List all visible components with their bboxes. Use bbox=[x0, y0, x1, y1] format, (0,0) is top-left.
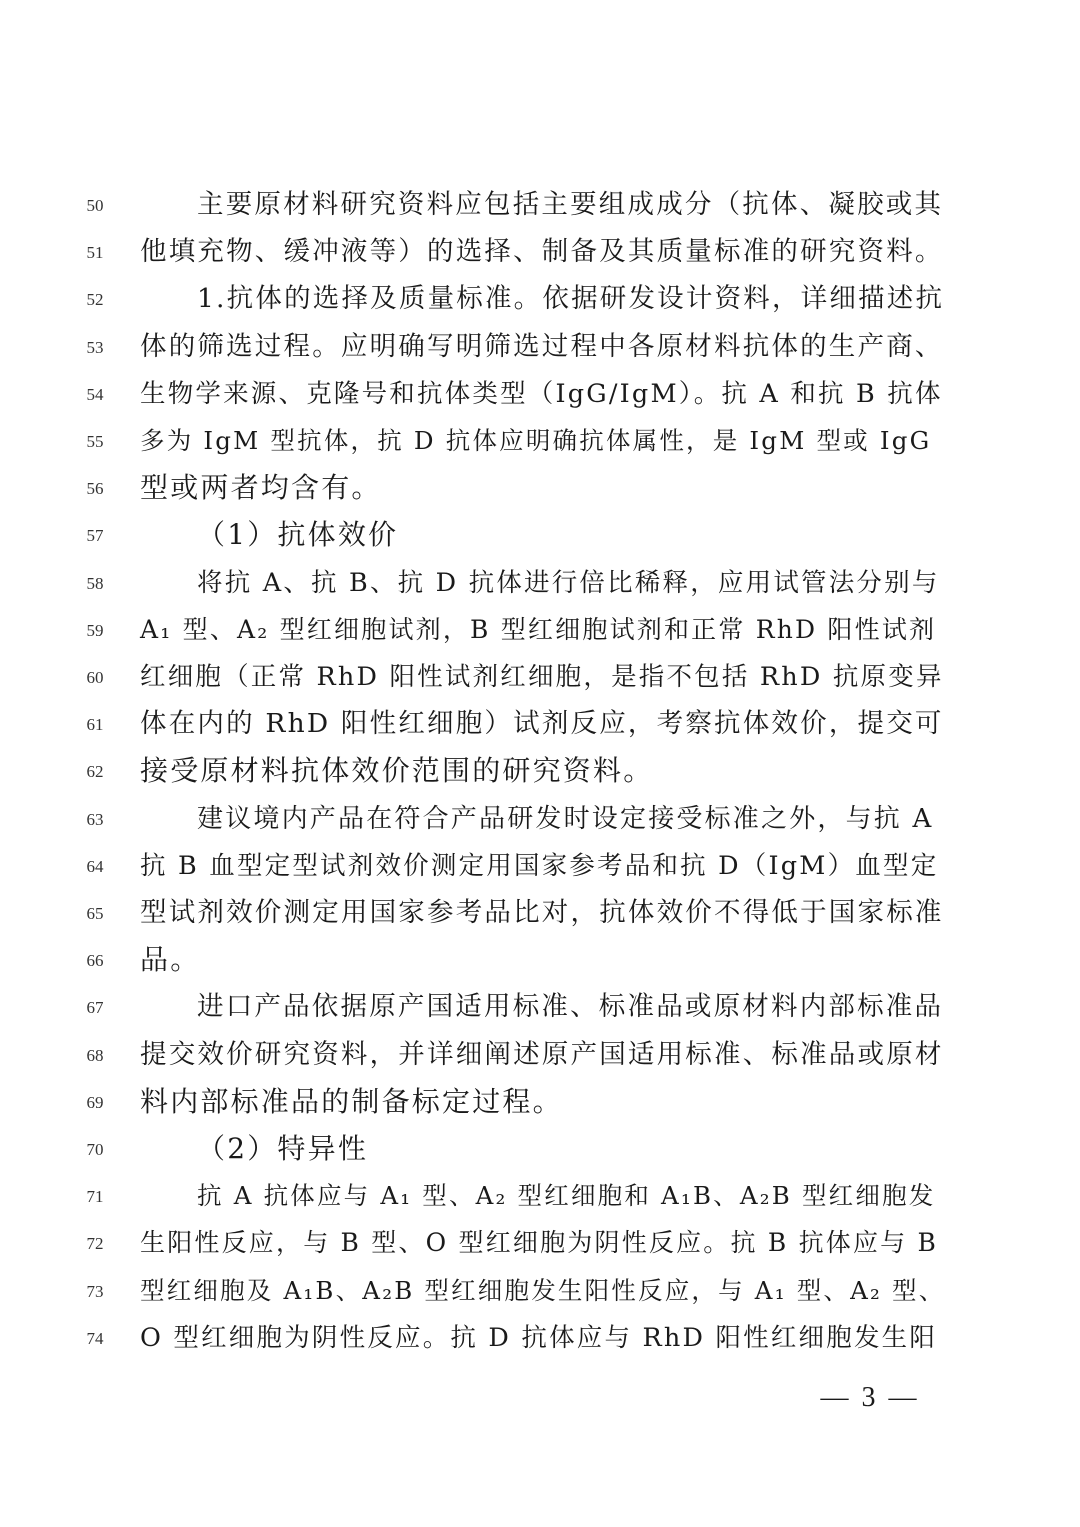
line-text: 型试剂效价测定用国家参考品比对，抗体效价不得低于国家标准 bbox=[140, 897, 944, 928]
line-number: 50 bbox=[86, 196, 104, 215]
line-text: 将抗 A、抗 B、抗 D 抗体进行倍比稀释，应用试管法分别与 bbox=[197, 567, 940, 598]
line-text: 抗 A 抗体应与 A₁ 型、A₂ 型红细胞和 A₁B、A₂B 型红细胞发 bbox=[197, 1181, 936, 1211]
line-text: 主要原材料研究资料应包括主要组成成分（抗体、凝胶或其 bbox=[197, 189, 944, 220]
text-line bbox=[0, 890, 1080, 937]
line-number: 62 bbox=[86, 762, 104, 782]
line-number: 57 bbox=[86, 526, 104, 546]
text-line bbox=[0, 701, 1080, 748]
text-line bbox=[0, 937, 1080, 984]
line-number: 60 bbox=[86, 668, 104, 687]
text-line bbox=[0, 512, 1080, 559]
text-line bbox=[0, 371, 1080, 418]
text-line bbox=[0, 843, 1080, 890]
text-line bbox=[0, 1032, 1080, 1079]
line-text: O 型红细胞为阴性反应。抗 D 抗体应与 RhD 阳性红细胞发生阳 bbox=[140, 1322, 938, 1353]
line-number: 73 bbox=[86, 1281, 104, 1301]
text-line bbox=[0, 654, 1080, 701]
text-line bbox=[0, 465, 1080, 512]
line-number: 63 bbox=[86, 809, 104, 829]
line-text: 型红细胞及 A₁B、A₂B 型红细胞发生阳性反应，与 A₁ 型、A₂ 型、 bbox=[140, 1275, 946, 1305]
line-text: 生阳性反应，与 B 型、O 型红细胞为阴性反应。抗 B 抗体应与 B bbox=[140, 1228, 939, 1258]
line-number: 67 bbox=[86, 998, 104, 1018]
line-number: 56 bbox=[86, 479, 104, 499]
line-number: 55 bbox=[86, 432, 104, 451]
page-number: — 3 — bbox=[820, 1382, 920, 1413]
text-line bbox=[0, 1220, 1080, 1267]
line-number: 58 bbox=[86, 573, 104, 593]
line-number: 54 bbox=[86, 384, 104, 404]
line-text: 1.抗体的选择及质量标准。依据研发设计资料，详细描述抗 bbox=[197, 283, 945, 315]
line-text: 品。 bbox=[140, 943, 201, 977]
line-number: 64 bbox=[86, 856, 104, 876]
line-text: 他填充物、缓冲液等）的选择、制备及其质量标准的研究资料。 bbox=[140, 236, 944, 268]
line-text: 料内部标准品的制备标定过程。 bbox=[140, 1084, 563, 1118]
line-number: 68 bbox=[86, 1045, 104, 1065]
line-text: 生物学来源、克隆号和抗体类型（IgG/IgM）。抗 A 和抗 B 抗体 bbox=[140, 378, 943, 409]
text-line bbox=[0, 182, 1080, 229]
line-text: （1）抗体效价 bbox=[197, 518, 399, 552]
text-line bbox=[0, 229, 1080, 276]
text-line bbox=[0, 324, 1080, 371]
text-line bbox=[0, 1126, 1080, 1173]
line-text: A₁ 型、A₂ 型红细胞试剂，B 型红细胞试剂和正常 RhD 阳性试剂 bbox=[140, 614, 937, 644]
line-text: 体在内的 RhD 阳性红细胞）试剂反应，考察抗体效价，提交可 bbox=[140, 708, 944, 740]
line-number: 65 bbox=[86, 904, 104, 923]
text-line bbox=[0, 418, 1080, 465]
text-line bbox=[0, 1268, 1080, 1315]
line-number: 52 bbox=[86, 290, 104, 310]
text-line bbox=[0, 1079, 1080, 1126]
text-line bbox=[0, 1315, 1080, 1362]
line-text: 接受原材料抗体效价范围的研究资料。 bbox=[140, 754, 654, 788]
line-number: 59 bbox=[86, 620, 104, 640]
line-text: 建议境内产品在符合产品研发时设定接受标准之外，与抗 A bbox=[197, 803, 934, 834]
line-text: 型或两者均含有。 bbox=[140, 471, 382, 505]
line-text: （2）特异性 bbox=[197, 1132, 369, 1165]
text-line bbox=[0, 1173, 1080, 1220]
line-number: 71 bbox=[86, 1187, 104, 1207]
text-line bbox=[0, 560, 1080, 607]
line-number: 72 bbox=[86, 1234, 104, 1254]
line-number: 69 bbox=[86, 1092, 104, 1112]
line-text: 多为 IgM 型抗体，抗 D 抗体应明确抗体属性，是 IgM 型或 IgG bbox=[140, 426, 932, 455]
text-line bbox=[0, 276, 1080, 323]
line-number: 61 bbox=[86, 715, 104, 735]
text-line bbox=[0, 607, 1080, 654]
line-text: 提交效价研究资料，并详细阐述原产国适用标准、标准品或原材 bbox=[140, 1038, 944, 1070]
line-number: 74 bbox=[86, 1328, 104, 1348]
line-text: 抗 B 血型定型试剂效价测定用国家参考品和抗 D（IgM）血型定 bbox=[140, 850, 939, 881]
line-text: 进口产品依据原产国适用标准、标准品或原材料内部标准品 bbox=[197, 991, 944, 1023]
text-line bbox=[0, 984, 1080, 1031]
text-line bbox=[0, 748, 1080, 795]
text-line bbox=[0, 796, 1080, 843]
line-number: 51 bbox=[86, 243, 104, 263]
line-text: 体的筛选过程。应明确写明筛选过程中各原材料抗体的生产商、 bbox=[140, 330, 944, 362]
line-number: 70 bbox=[86, 1140, 104, 1159]
line-number: 53 bbox=[86, 337, 104, 357]
line-text: 红细胞（正常 RhD 阳性试剂红细胞，是指不包括 RhD 抗原变异 bbox=[140, 662, 944, 692]
line-number: 66 bbox=[86, 951, 104, 971]
